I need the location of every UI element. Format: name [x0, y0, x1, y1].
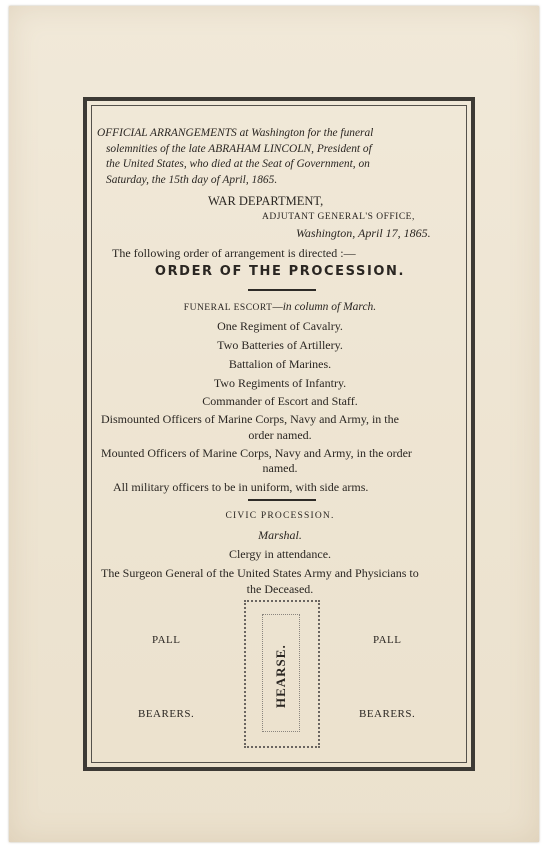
escort-heading-suffix: —in column of March.: [272, 301, 377, 313]
divider-rule: [248, 499, 316, 501]
civic-clergy: Clergy in attendance.: [228, 547, 332, 561]
bearers-right-label: BEARERS.: [359, 708, 416, 720]
intro-line-1: OFFICIAL ARRANGEMENTS at Washington for the funeral: [97, 127, 374, 139]
civic-heading: CIVIC PROCESSION.: [225, 511, 335, 521]
escort-heading-label: FUNERAL ESCORT: [183, 303, 273, 313]
escort-item: One Regiment of Cavalry.: [217, 319, 343, 333]
intro-line-3: the United States, who died at the Seat of Government, on: [106, 158, 370, 170]
escort-item: Two Batteries of Artillery.: [217, 338, 343, 352]
dismounted-line-2: order named.: [248, 428, 312, 442]
dismounted-line-1: Dismounted Officers of Marine Corps, Navy and Army, in the: [101, 412, 399, 426]
mounted-line-1: Mounted Officers of Marine Corps, Navy and Army, in the order: [101, 446, 412, 460]
hearse-label: HEARSE.: [273, 644, 288, 708]
department-place-date: Washington, April 17, 1865.: [296, 226, 431, 240]
bearers-left-label: BEARERS.: [138, 708, 195, 720]
directive-text: The following order of arrangement is directed :—: [112, 246, 356, 260]
procession-title: ORDER OF THE PROCESSION.: [154, 264, 406, 279]
escort-heading: [90, 301, 470, 313]
intro-paragraph: [97, 126, 467, 188]
escort-item: Commander of Escort and Staff.: [202, 394, 358, 408]
escort-item: Battalion of Marines.: [228, 357, 332, 371]
department-name: WAR DEPARTMENT,: [208, 194, 324, 208]
escort-item: Two Regiments of Infantry.: [213, 376, 347, 390]
pall-right-label: PALL: [373, 634, 402, 646]
uniform-note: All military officers to be in uniform, with side arms.: [113, 480, 369, 494]
divider-rule: [248, 289, 316, 291]
mounted-line-2: named.: [262, 461, 298, 475]
surgeon-line-1: The Surgeon General of the United States Army and Physicians to: [101, 566, 419, 580]
department-office: ADJUTANT GENERAL'S OFFICE,: [262, 212, 415, 222]
pall-left-label: PALL: [152, 634, 181, 646]
civic-marshal: Marshal.: [258, 528, 302, 542]
intro-line-2: solemnities of the late ABRAHAM LINCOLN, President of: [106, 142, 372, 155]
surgeon-line-2: the Deceased.: [246, 582, 314, 596]
intro-line-4: Saturday, the 15th day of April, 1865.: [106, 173, 278, 186]
